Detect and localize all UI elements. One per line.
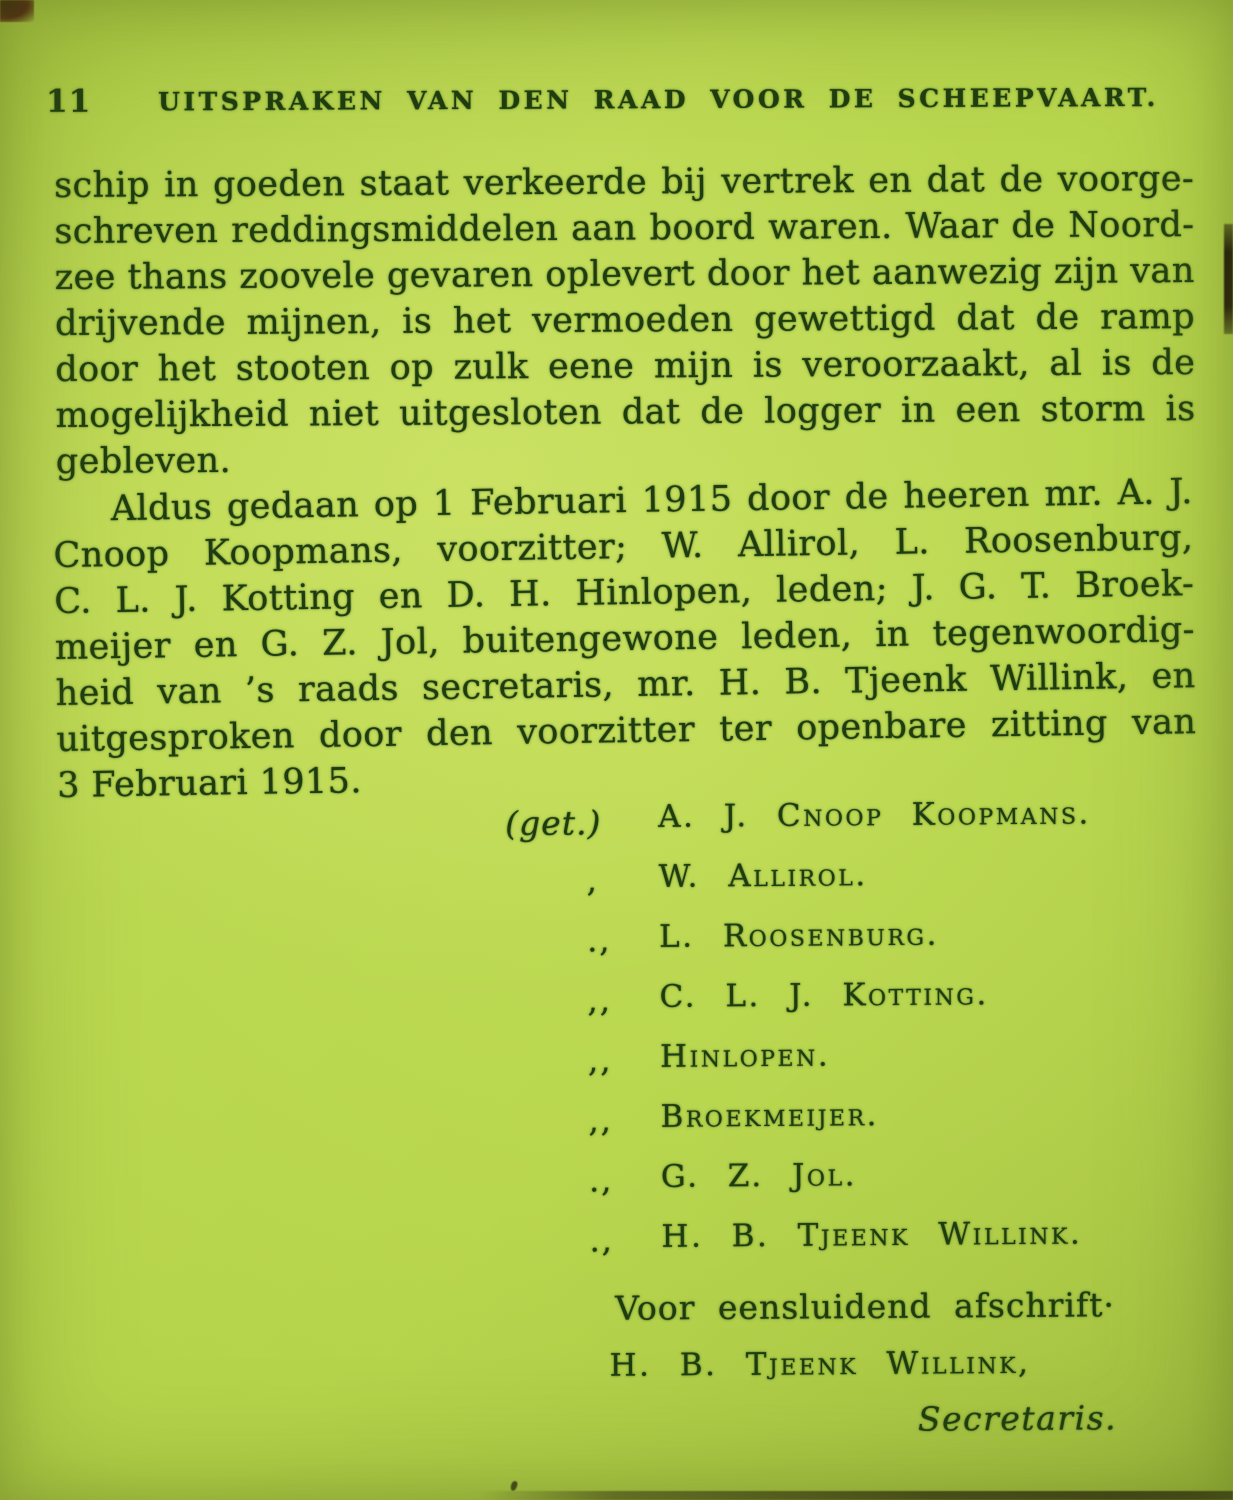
signatory-name: H. B. Tjeenk Willink.	[661, 1215, 1083, 1255]
text-line: C. L. J. Kotting en D. H. Hinlopen, leden; J. G. T. Broek-	[53, 564, 1195, 623]
scan-artifact-top-left	[0, 0, 34, 22]
ditto-mark: ,,	[588, 1101, 614, 1140]
signature-row	[0, 850, 1233, 920]
signature-row	[3, 1210, 1233, 1280]
signatory-name: Broekmeijer.	[660, 1097, 880, 1135]
signature-row	[3, 1150, 1233, 1220]
ink-speck	[510, 1480, 518, 1491]
text-line: mogelijkheid niet uitgesloten dat de logger in een storm is	[55, 389, 1196, 436]
signatory-name: G. Z. Jol.	[660, 1157, 858, 1195]
text-line: zee thans zoovele gevaren oplevert door het aanwezig zijn van	[54, 251, 1195, 299]
secretary-title: Secretaris.	[917, 1398, 1118, 1439]
secretary-name: H. B. Tjeenk Willink,	[609, 1344, 1031, 1384]
signature-row	[2, 1030, 1233, 1100]
ditto-mark: .,	[586, 921, 612, 960]
ditto-mark: ,	[586, 861, 599, 900]
text-line: drijvende mijnen, is het vermoeden gewettigd dat de ramp	[54, 297, 1196, 344]
signed-abbreviation: (get.)	[505, 803, 602, 844]
signature-row	[1, 970, 1233, 1040]
text-line: meijer en G. Z. Jol, buitengewone leden, in tegenwoordig-	[54, 610, 1196, 668]
text-line: schreven reddingsmiddelen aan boord waren. Waar de Noord-	[54, 205, 1195, 253]
signatory-name: C. L. J. Kotting.	[659, 976, 989, 1015]
signature-row	[1, 910, 1233, 980]
text-line: uitgesproken door den voorzitter ter openbare zitting van	[56, 702, 1197, 760]
paragraph-session	[52, 469, 1197, 809]
scan-artifact-bottom-edge	[478, 1491, 1233, 1500]
ditto-mark: ,,	[587, 1041, 613, 1080]
page-number: 11	[45, 83, 92, 120]
signatory-name: A. J. Cnoop Koopmans.	[658, 795, 1091, 835]
signatory-name: L. Roosenburg.	[658, 916, 940, 955]
text-line: door het stooten op zulk eene mijn is veroorzaakt, al is de	[55, 343, 1196, 390]
attestation-line: Voor eensluidend afschrift·	[615, 1285, 1116, 1328]
signature-list	[0, 790, 1233, 1280]
ditto-mark: .,	[588, 1161, 614, 1200]
scan-artifact-right-edge	[1224, 224, 1233, 334]
text-line: heid van ’s raads secretaris, mr. H. B. Tjeenk Willink, en	[55, 656, 1196, 714]
ditto-mark: ,,	[587, 981, 613, 1020]
signature-row	[0, 790, 1233, 860]
signature-row	[2, 1090, 1233, 1160]
text-line: Aldus gedaan op 1 Februari 1915 door de heeren mr. A. J.	[110, 472, 1194, 530]
signatory-name: W. Allirol.	[658, 857, 868, 895]
text-line: Cnoop Koopmans, voorzitter; W. Allirol, L. Roosenburg,	[53, 518, 1194, 577]
paragraph-verdict	[54, 156, 1196, 485]
ditto-mark: .,	[589, 1221, 614, 1260]
page-header	[0, 79, 1233, 120]
text-line: 3 Februari 1915.	[56, 761, 363, 806]
text-line: gebleven.	[55, 440, 232, 482]
signatory-name: Hinlopen.	[659, 1037, 831, 1075]
text-line: schip in goeden staat verkeerde bij vertrek en dat de voorge-	[54, 159, 1195, 207]
page-title: UITSPRAKEN VAN DEN RAAD VOOR DE SCHEEPVAART.	[158, 82, 1159, 117]
